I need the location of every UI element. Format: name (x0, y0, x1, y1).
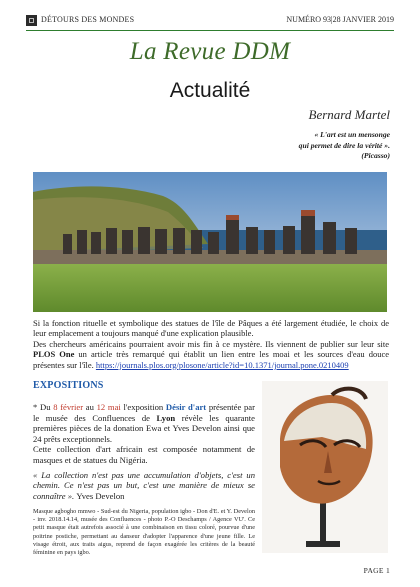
header-rule (26, 30, 394, 31)
moai-photo (33, 172, 387, 312)
exposition-text (33, 402, 255, 501)
exhibition-title: Désir d'art (165, 402, 207, 412)
expo-text-5: révèle les quarante premières pièces de la donation Ewa et Yves Develon ainsi que 24 prêts exceptionnels. (33, 412, 255, 444)
epigraph (210, 130, 390, 162)
plos-one: PLOS One (33, 349, 75, 360)
intro-paragraph-1: Si la fonction rituelle et symbolique des statues de l'île de Pâques a été largement étudiée, le choix de leur emplacement a toujours manqué d'une explication plausible. (33, 318, 389, 339)
brand-name: DÉTOURS DES MONDES (41, 15, 135, 24)
expositions-heading: EXPOSITIONS (33, 380, 104, 391)
intro-text (33, 318, 389, 370)
logo-icon (26, 15, 37, 26)
mask-caption: Masque agbogho mmwo - Sud-est du Nigeria, population igbo - Don d'E. et Y. Develon - inv. 2018.14.14, musée des Confluences - photo P.-O Deschamps / Agence VU'. Ce petit masque était autrefois associé à une combinaison en tissu coloré, pourvue d'une poitrine postiche, permettant au danseur d'adopter l'apparence d'une jeune fille. Le visage étroit, aux traits aigus, reprend de façon exagérée les critères de la beauté féminine en pays igbo. (33, 508, 255, 557)
start-date: 8 février (53, 402, 84, 412)
section-title: Actualité (169, 79, 251, 102)
city: Lyon (156, 412, 176, 423)
expo-text-1: * Du (33, 402, 54, 412)
issue-number: NUMÉRO 93|28 JANVIER 2019 (286, 15, 394, 24)
epigraph-line-2: qui permet de dire la vérité ». (298, 140, 390, 150)
expo-text-3: l'exposition (120, 402, 166, 412)
header (26, 14, 394, 28)
exposition-paragraph-1 (33, 402, 255, 444)
epigraph-source: (Picasso) (361, 151, 390, 160)
expo-text-4: présentée par le musée des Confluences de (33, 402, 255, 423)
exposition-paragraph-2: Cette collection d'art africain est composée notamment de masques et de statues du Nigéria. (33, 444, 255, 465)
author: Bernard Martel (308, 107, 390, 122)
article-link[interactable]: https://journals.plos.org/plosone/article?id=10.1371/journal.pone.0210409 (95, 359, 349, 370)
intro-paragraph-2 (33, 339, 389, 370)
page-title: La Revue DDM (129, 38, 291, 65)
mask-illustration (262, 381, 388, 553)
exposition-quote (33, 470, 255, 502)
expo-text-2: au (83, 402, 97, 412)
intro-text-c: un article très remarqué qui établit un lien entre les moai et les sources d'eau douce présentes sur l'île. (33, 349, 390, 370)
end-date: 12 mai (96, 402, 121, 412)
quote-text: « La collection n'est pas une accumulation d'objets, c'est un chemin. Ce n'est pas un but, c'est une manière de mieux se connaître ». (33, 469, 255, 501)
moai-photo-illustration (33, 172, 387, 312)
epigraph-line-1: « L'art est un mensonge (314, 130, 390, 139)
intro-text-a: Des chercheurs américains pourraient avoir mis fin à ce mystère. Ils viennent de publier sur leur site (33, 338, 389, 349)
page-number: PAGE 1 (363, 566, 390, 575)
mask-photo (262, 381, 388, 553)
quote-author: Yves Develon (76, 490, 125, 501)
